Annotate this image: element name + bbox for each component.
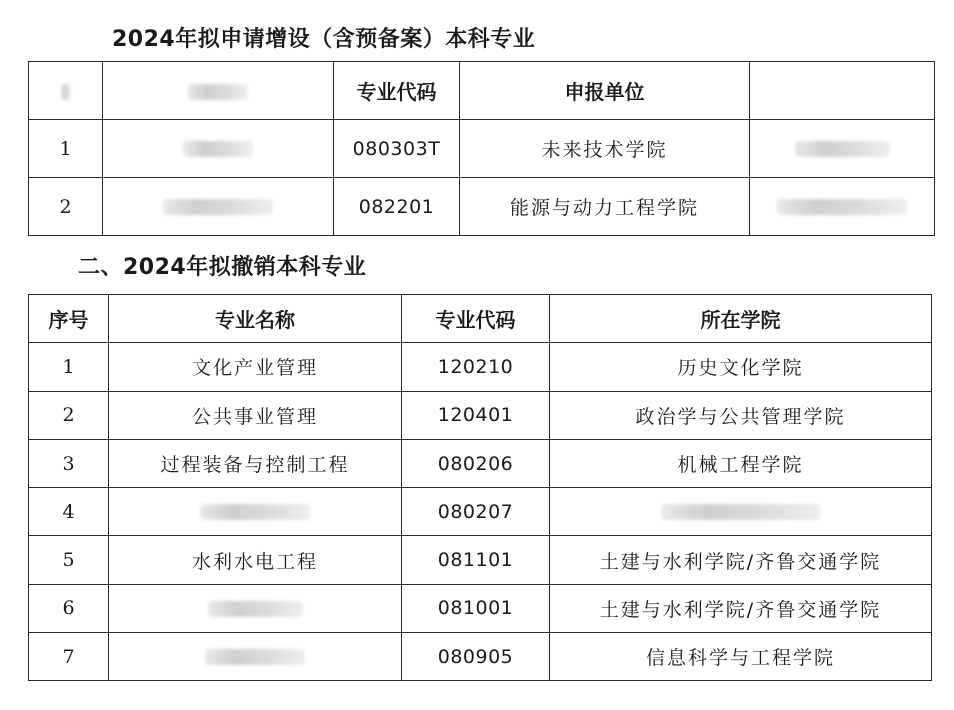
row-number: 2 [29, 391, 109, 439]
table-header-row [29, 295, 932, 343]
major-code: 080207 [402, 488, 550, 536]
unit-name: 未来技术学院 [460, 120, 750, 178]
row-number: 4 [29, 488, 109, 536]
major-name-redacted [103, 178, 334, 236]
table-row [29, 633, 932, 681]
college-name: 政治学与公共管理学院 [550, 391, 932, 439]
major-name: 文化产业管理 [109, 343, 402, 391]
row-number: 1 [29, 343, 109, 391]
table-row [29, 391, 932, 439]
section1-title: 2024年拟申请增设（含预备案）本科专业 [112, 27, 536, 52]
major-name-redacted [109, 584, 402, 632]
major-name: 公共事业管理 [109, 391, 402, 439]
college-name: 机械工程学院 [550, 439, 932, 487]
new-majors-table [28, 61, 935, 236]
header-major-code: 专业代码 [402, 295, 550, 343]
college-name: 信息科学与工程学院 [550, 633, 932, 681]
row-number: 1 [29, 120, 103, 178]
redacted-text [200, 504, 310, 520]
major-name-redacted [109, 488, 402, 536]
redacted-text [777, 199, 907, 215]
row-number: 5 [29, 536, 109, 584]
header-major-name: 专业名称 [109, 295, 402, 343]
redacted-text [163, 199, 273, 215]
major-name: 过程装备与控制工程 [109, 439, 402, 487]
extra-redacted [750, 120, 935, 178]
major-name-redacted [109, 633, 402, 681]
college-name-redacted [550, 488, 932, 536]
header-unit: 申报单位 [460, 62, 750, 120]
major-code: 081101 [402, 536, 550, 584]
table-row [29, 584, 932, 632]
college-name: 土建与水利学院/齐鲁交通学院 [550, 584, 932, 632]
revoked-majors-table [28, 294, 932, 681]
college-name: 土建与水利学院/齐鲁交通学院 [550, 536, 932, 584]
table-row [29, 178, 935, 236]
major-name: 水利水电工程 [109, 536, 402, 584]
table-row [29, 343, 932, 391]
header-major-code: 专业代码 [334, 62, 460, 120]
redacted-text [661, 504, 821, 520]
major-code: 082201 [334, 178, 460, 236]
major-code: 080303T [334, 120, 460, 178]
redacted-text [205, 649, 305, 665]
table-row [29, 536, 932, 584]
header-college: 所在学院 [550, 295, 932, 343]
unit-name: 能源与动力工程学院 [460, 178, 750, 236]
row-number: 3 [29, 439, 109, 487]
redacted-text [208, 601, 303, 617]
header-no [29, 62, 103, 120]
table-row [29, 488, 932, 536]
row-number: 2 [29, 178, 103, 236]
major-code: 120401 [402, 391, 550, 439]
redacted-text [795, 141, 890, 157]
table-row [29, 120, 935, 178]
major-name-redacted [103, 120, 334, 178]
extra-redacted [750, 178, 935, 236]
redacted-text [61, 84, 71, 100]
redacted-text [188, 84, 248, 100]
header-no: 序号 [29, 295, 109, 343]
header-major-name [103, 62, 334, 120]
major-code: 080905 [402, 633, 550, 681]
header-extra [750, 62, 935, 120]
redacted-text [183, 141, 253, 157]
major-code: 080206 [402, 439, 550, 487]
row-number: 7 [29, 633, 109, 681]
section2-title: 二、2024年拟撤销本科专业 [78, 255, 367, 280]
table-header-row [29, 62, 935, 120]
row-number: 6 [29, 584, 109, 632]
table-row [29, 439, 932, 487]
major-code: 081001 [402, 584, 550, 632]
major-code: 120210 [402, 343, 550, 391]
college-name: 历史文化学院 [550, 343, 932, 391]
